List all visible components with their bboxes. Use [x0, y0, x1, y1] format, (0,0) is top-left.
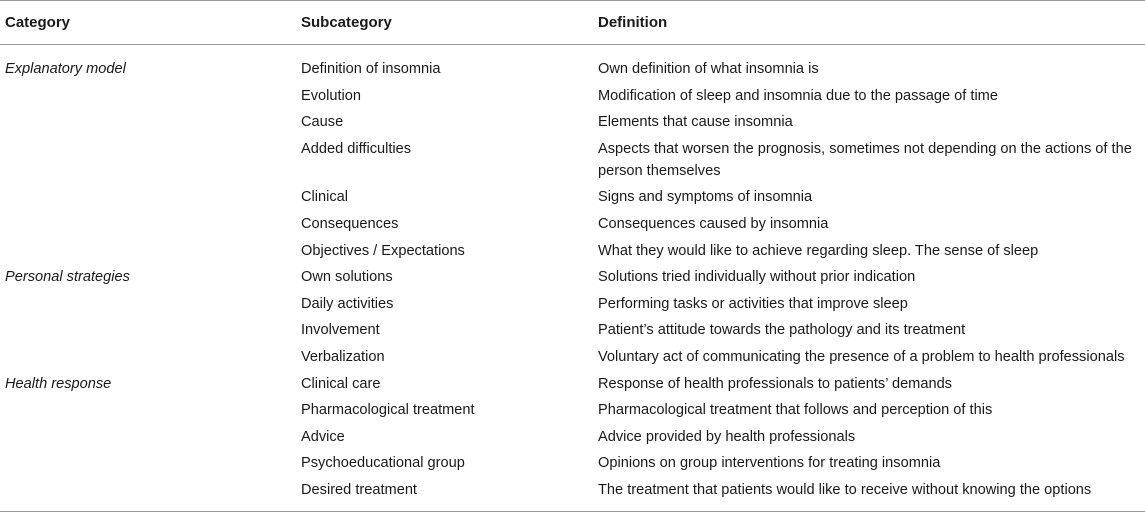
- cell-definition: Elements that cause insomnia: [598, 114, 793, 131]
- cell-category: [0, 397, 297, 424]
- table-row: [0, 135, 1145, 184]
- cell-category: [0, 477, 297, 512]
- cell-subcategory: Cause: [301, 114, 344, 131]
- cell-definition: Pharmacological treatment that follows and perception of this: [598, 402, 993, 419]
- table-row: [0, 264, 1145, 291]
- table-row: [0, 370, 1145, 397]
- cell-definition: Aspects that worsen the prognosis, sometimes not depending on the actions of the person themselves: [598, 140, 1132, 179]
- table-row: [0, 423, 1145, 450]
- table-row: [0, 450, 1145, 477]
- table-row: [0, 45, 1145, 83]
- cell-subcategory: Psychoeducational group: [301, 455, 465, 472]
- cell-category: [0, 82, 297, 109]
- cell-definition: Patient’s attitude towards the pathology and its treatment: [598, 322, 966, 339]
- cell-definition: Response of health professionals to patients’ demands: [598, 375, 952, 392]
- cell-category: [0, 211, 297, 238]
- cell-subcategory: Clinical care: [301, 375, 381, 392]
- cell-definition: Solutions tried individually without prior indication: [598, 269, 916, 286]
- cell-definition: The treatment that patients would like to receive without knowing the options: [594, 477, 1145, 512]
- table-row: [0, 211, 1145, 238]
- cell-definition: Consequences caused by insomnia: [598, 215, 829, 232]
- cell-definition: Opinions on group interventions for treating insomnia: [598, 455, 941, 472]
- cell-subcategory: Evolution: [301, 87, 362, 104]
- cell-subcategory: Daily activities: [301, 295, 394, 312]
- table-row: [0, 290, 1145, 317]
- cell-category: [0, 109, 297, 136]
- cell-category: [0, 237, 297, 264]
- header-category: Category: [0, 1, 297, 45]
- table-row: [0, 477, 1145, 512]
- cell-definition: Advice provided by health professionals: [598, 428, 856, 445]
- table-row: [0, 344, 1145, 371]
- cell-definition: Signs and symptoms of insomnia: [598, 189, 813, 206]
- table-row: [0, 237, 1145, 264]
- cell-category: [0, 290, 297, 317]
- cell-category: Health response: [5, 375, 112, 392]
- cell-definition: What they would like to achieve regarding sleep. The sense of sleep: [598, 242, 1039, 259]
- cell-category: [0, 317, 297, 344]
- cell-subcategory: Added difficulties: [301, 140, 412, 157]
- cell-subcategory: Pharmacological treatment: [301, 402, 475, 419]
- cell-category: [0, 423, 297, 450]
- cell-category: [0, 184, 297, 211]
- cell-subcategory: Definition of insomnia: [301, 61, 441, 77]
- cell-category: [0, 450, 297, 477]
- cell-definition: Modification of sleep and insomnia due to the passage of time: [598, 87, 998, 104]
- table-row: [0, 317, 1145, 344]
- table-row: [0, 184, 1145, 211]
- cell-subcategory: Objectives / Expectations: [301, 242, 465, 259]
- cell-subcategory: Involvement: [301, 322, 380, 339]
- header-subcategory: Subcategory: [297, 1, 594, 45]
- cell-category: [0, 135, 297, 184]
- cell-category: [0, 344, 297, 371]
- table-row: [0, 397, 1145, 424]
- cell-subcategory: Desired treatment: [297, 477, 594, 512]
- cell-subcategory: Consequences: [301, 215, 399, 232]
- table-header: [0, 1, 1145, 45]
- cell-definition: Performing tasks or activities that improve sleep: [598, 295, 908, 312]
- header-definition: Definition: [594, 1, 1145, 45]
- cell-definition: Voluntary act of communicating the presence of a problem to health professionals: [598, 348, 1125, 365]
- cell-subcategory: Clinical: [301, 189, 349, 206]
- table-row: [0, 109, 1145, 136]
- cell-subcategory: Verbalization: [301, 348, 385, 365]
- cell-category: Personal strategies: [5, 269, 130, 286]
- cell-subcategory: Own solutions: [301, 269, 393, 286]
- cell-subcategory: Advice: [301, 428, 345, 445]
- cell-category: Explanatory model: [5, 61, 126, 77]
- cell-definition: Own definition of what insomnia is: [598, 61, 819, 77]
- table-body: [0, 45, 1145, 512]
- header-row: [0, 1, 1145, 45]
- table-row: [0, 82, 1145, 109]
